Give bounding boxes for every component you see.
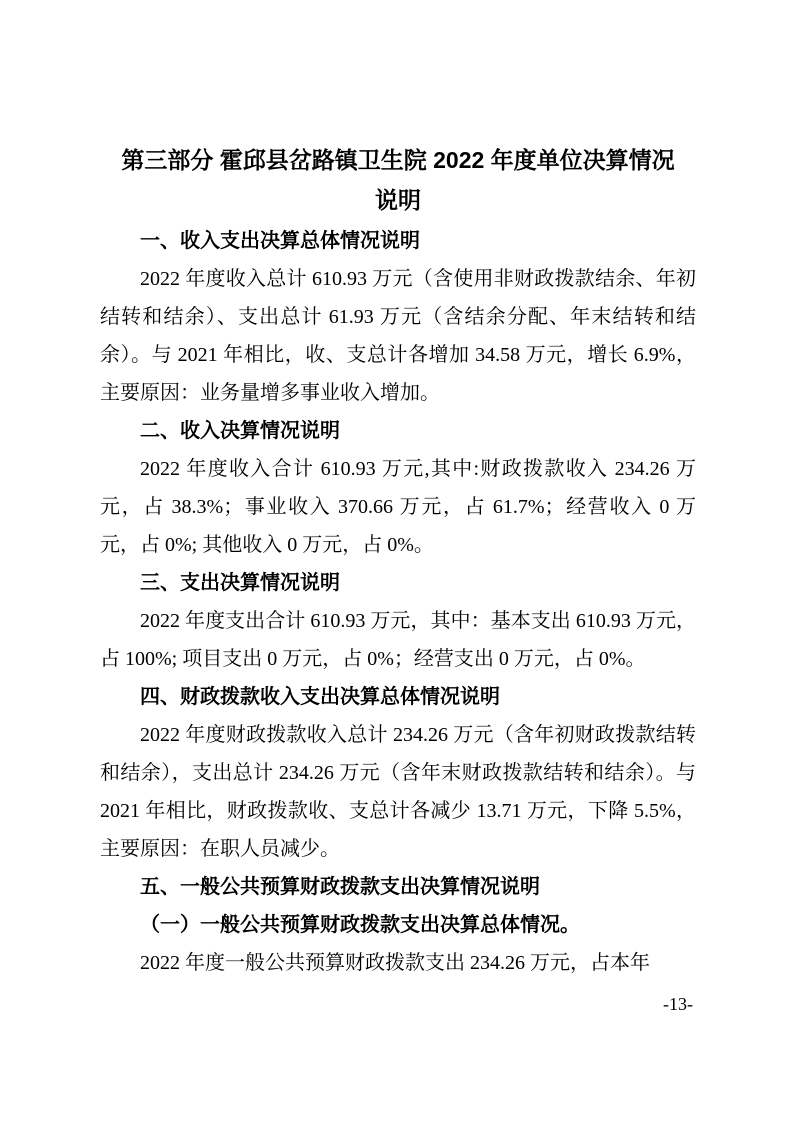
section-2: [100, 412, 696, 564]
section-3-paragraph: 2022 年度支出合计 610.93 万元，其中：基本支出 610.93 万元，占 100%; 项目支出 0 万元，占 0%；经营支出 0 万元，占 0%。: [100, 610, 696, 670]
section-2-heading: 二、收入决算情况说明: [140, 420, 340, 442]
section-4: [100, 678, 696, 868]
section-1: [100, 222, 696, 412]
section-1-paragraph: 2022 年度收入总计 610.93 万元（含使用非财政拨款结余、年初结转和结余）、支出总计 61.93 万元（含结余分配、年末结转和结余）。与 2021 年相比，收、支总计各增加 34.58 万元，增长 6.9%，主要原因：业务量增多事业收入增加。: [100, 268, 696, 404]
section-4-heading: 四、财政拨款收入支出决算总体情况说明: [140, 686, 500, 708]
section-5-paragraph: 2022 年度一般公共预算财政拨款支出 234.26 万元，占本年: [140, 952, 650, 974]
section-2-paragraph: 2022 年度收入合计 610.93 万元,其中:财政拨款收入 234.26 万元，占 38.3%；事业收入 370.66 万元，占 61.7%；经营收入 0 万元，占 0%; 其他收入 0 万元，占 0%。: [100, 458, 696, 556]
section-5-subheading: （一）一般公共预算财政拨款支出决算总体情况。: [140, 914, 580, 936]
page-number: -13-: [663, 994, 693, 1014]
section-3-heading: 三、支出决算情况说明: [140, 572, 340, 594]
section-5: [100, 868, 696, 982]
section-3: [100, 564, 696, 678]
section-1-heading: 一、收入支出决算总体情况说明: [140, 230, 420, 252]
page-title: [100, 140, 696, 220]
page-title-line-2: 说明: [375, 187, 421, 213]
section-5-heading: 五、一般公共预算财政拨款支出决算情况说明: [140, 876, 540, 898]
section-4-paragraph: 2022 年度财政拨款收入总计 234.26 万元（含年初财政拨款结转和结余），支出总计 234.26 万元（含年末财政拨款结转和结余）。与 2021 年相比，财政拨款收、支总计各减少 13.71 万元，下降 5.5%，主要原因：在职人员减少。: [100, 724, 696, 860]
document-content: [100, 140, 696, 982]
page-title-line-1: 第三部分 霍邱县岔路镇卫生院 2022 年度单位决算情况: [121, 147, 675, 173]
